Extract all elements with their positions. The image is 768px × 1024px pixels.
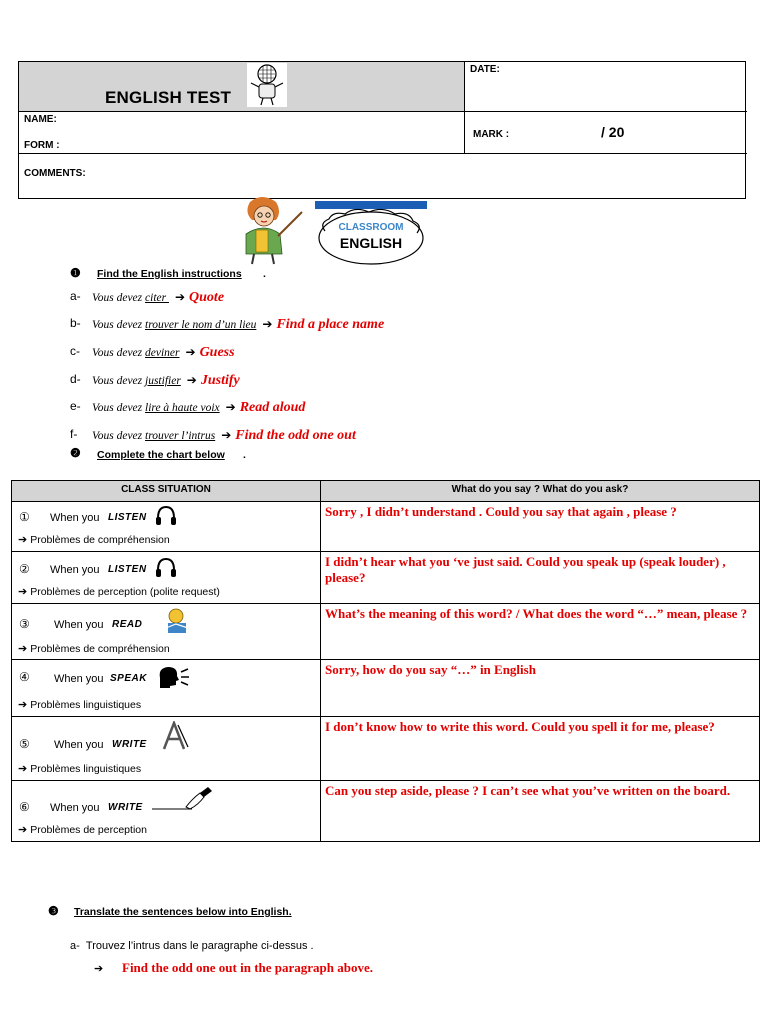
test-header-table — [18, 61, 746, 199]
situation-sub-text: Problèmes de perception — [30, 824, 147, 836]
reading-person-icon — [162, 606, 192, 636]
item-phrase: lire à haute voix — [145, 402, 220, 414]
situation-number: ③ — [19, 617, 30, 631]
arrow-right-icon: ➔ — [18, 534, 28, 546]
arrow-right-icon: ➔ — [18, 586, 28, 598]
logo-text-english: ENGLISH — [339, 235, 403, 251]
situation-when: When you — [54, 673, 104, 685]
say-ask-cell: Can you step aside, please ? I can’t see what you’ve written on the board. — [321, 781, 760, 842]
form-label: FORM : — [24, 140, 60, 151]
arrow-right-icon: ➔ — [18, 763, 28, 775]
class-situation-chart — [11, 480, 760, 842]
situation-number: ① — [19, 510, 30, 524]
table-row — [12, 781, 760, 842]
item-letter: e- — [70, 399, 81, 413]
item-french — [92, 345, 235, 361]
test-title: ENGLISH TEST — [105, 88, 232, 107]
table-row — [12, 660, 760, 717]
letter-writing-icon — [158, 721, 192, 751]
situation-verb: LISTEN — [108, 512, 147, 523]
situation-cell — [12, 604, 321, 660]
item-prefix: Vous devez — [92, 402, 146, 414]
table-row — [12, 552, 760, 604]
item-letter: c- — [70, 344, 80, 358]
situation-when: When you — [50, 512, 100, 524]
comments-label: COMMENTS: — [24, 168, 86, 179]
situation-verb: WRITE — [108, 802, 143, 813]
item-prefix: Vous devez — [92, 319, 146, 331]
situation-cell — [12, 552, 321, 604]
translation-item — [70, 940, 314, 952]
situation-sub-text: Problèmes linguistiques — [30, 699, 142, 711]
situation-sub-text: Problèmes de compréhension — [30, 643, 170, 655]
situation-verb: READ — [112, 619, 143, 630]
item-letter: b- — [70, 316, 81, 330]
arrow-right-icon: ➔ — [221, 428, 232, 442]
arrow-right-icon: ➔ — [185, 345, 196, 359]
situation-number: ⑤ — [19, 737, 30, 751]
situation-subtitle — [18, 823, 147, 836]
item-french — [92, 428, 356, 444]
item-letter: d- — [70, 372, 81, 386]
item-prefix: Vous devez — [92, 347, 146, 359]
item-answer: Find a place name — [276, 317, 385, 332]
item-answer: Guess — [199, 345, 235, 360]
arrow-right-icon: ➔ — [18, 699, 28, 711]
situation-cell — [12, 781, 321, 842]
headphones-icon — [154, 556, 178, 580]
item-phrase: justifier — [145, 375, 181, 387]
say-ask-cell: Sorry, how do you say “…” in English — [321, 660, 760, 717]
situation-verb: WRITE — [112, 739, 147, 750]
section1-instruction-tail: . — [263, 268, 266, 280]
section2-bullet: ❷ — [70, 446, 81, 460]
translation-sentence: Trouvez l’intrus dans le paragraphe ci-dessus . — [85, 940, 314, 952]
situation-sub-text: Problèmes de compréhension — [30, 534, 170, 546]
table-row — [12, 502, 760, 552]
section2-instruction-tail: . — [243, 449, 246, 461]
comments-cell — [19, 154, 747, 199]
item-answer: Quote — [189, 290, 225, 305]
item-prefix: Vous devez — [92, 375, 146, 387]
headphones-icon — [154, 504, 178, 528]
translation-letter: a- — [70, 940, 80, 952]
arrow-right-icon: ➔ — [262, 317, 273, 331]
item-answer: Read aloud — [239, 400, 306, 415]
mark-cell — [465, 112, 747, 154]
item-letter: a- — [70, 289, 81, 303]
situation-number: ④ — [19, 670, 30, 684]
arrow-right-icon: ➔ — [174, 290, 186, 304]
section1-instruction: Find the English instructions — [97, 268, 242, 280]
teacher-illustration — [232, 196, 306, 266]
item-phrase: trouver le nom d’un lieu — [145, 319, 257, 331]
arrow-right-icon: ➔ — [18, 824, 28, 836]
section3-bullet: ❸ — [48, 904, 59, 918]
situation-subtitle — [18, 533, 170, 546]
item-answer: Justify — [200, 373, 240, 388]
mark-score: / 20 — [601, 124, 625, 140]
say-ask-cell: What’s the meaning of this word? / What does the word “…” mean, please ? — [321, 604, 760, 660]
situation-number: ⑥ — [19, 800, 30, 814]
situation-cell — [12, 717, 321, 781]
item-letter: f- — [70, 427, 78, 441]
section1-bullet: ❶ — [70, 266, 81, 280]
date-cell — [465, 62, 747, 112]
arrow-right-icon: ➔ — [94, 963, 104, 975]
item-french — [92, 317, 384, 333]
situation-verb: SPEAK — [110, 673, 147, 684]
table-row — [12, 604, 760, 660]
situation-verb: LISTEN — [108, 564, 147, 575]
translation-answer: Find the odd one out in the paragraph above. — [122, 960, 374, 975]
chart-header-situation: CLASS SITUATION — [12, 481, 321, 502]
situation-cell — [12, 660, 321, 717]
situation-number: ② — [19, 562, 30, 576]
situation-when: When you — [54, 739, 104, 751]
item-phrase: trouver l’intrus — [145, 430, 216, 442]
section3-instruction: Translate the sentences below into English. — [74, 906, 292, 918]
situation-when: When you — [50, 802, 100, 814]
name-label: NAME: — [24, 114, 57, 125]
item-phrase: citer — [145, 292, 169, 304]
mascot-illustration — [247, 63, 287, 107]
arrow-right-icon: ➔ — [186, 373, 197, 387]
arrow-right-icon: ➔ — [225, 400, 236, 414]
situation-subtitle — [18, 585, 220, 598]
item-phrase: deviner — [145, 347, 180, 359]
situation-cell — [12, 502, 321, 552]
situation-subtitle — [18, 698, 141, 711]
item-french — [92, 290, 224, 306]
section2-instruction: Complete the chart below — [97, 449, 225, 461]
arrow-right-icon: ➔ — [18, 643, 28, 655]
mark-label: MARK : — [473, 129, 510, 140]
situation-when: When you — [54, 619, 104, 631]
say-ask-cell: I don’t know how to write this word. Could you spell it for me, please? — [321, 717, 760, 781]
situation-sub-text: Problèmes de perception (polite request) — [30, 586, 220, 598]
pen-writing-icon — [152, 785, 216, 811]
situation-subtitle — [18, 642, 170, 655]
table-row — [12, 717, 760, 781]
item-answer: Find the odd one out — [235, 428, 356, 443]
item-french — [92, 373, 240, 389]
date-label: DATE: — [470, 64, 500, 75]
item-prefix: Vous devez — [92, 430, 146, 442]
speaking-head-icon — [156, 664, 190, 690]
classroom-english-logo — [315, 201, 427, 267]
situation-sub-text: Problèmes linguistiques — [30, 763, 142, 775]
chart-header-say-ask: What do you say ? What do you ask? — [321, 481, 760, 502]
say-ask-cell: Sorry , I didn’t understand . Could you say that again , please ? — [321, 502, 760, 552]
item-french — [92, 400, 305, 416]
item-prefix: Vous devez — [92, 292, 146, 304]
situation-when: When you — [50, 564, 100, 576]
situation-subtitle — [18, 762, 141, 775]
logo-text-classroom: CLASSROOM — [338, 222, 404, 233]
name-form-cell — [19, 112, 465, 154]
say-ask-cell: I didn’t hear what you ‘ve just said. Could you speak up (speak louder) , please? — [321, 552, 760, 604]
title-cell — [19, 62, 465, 112]
